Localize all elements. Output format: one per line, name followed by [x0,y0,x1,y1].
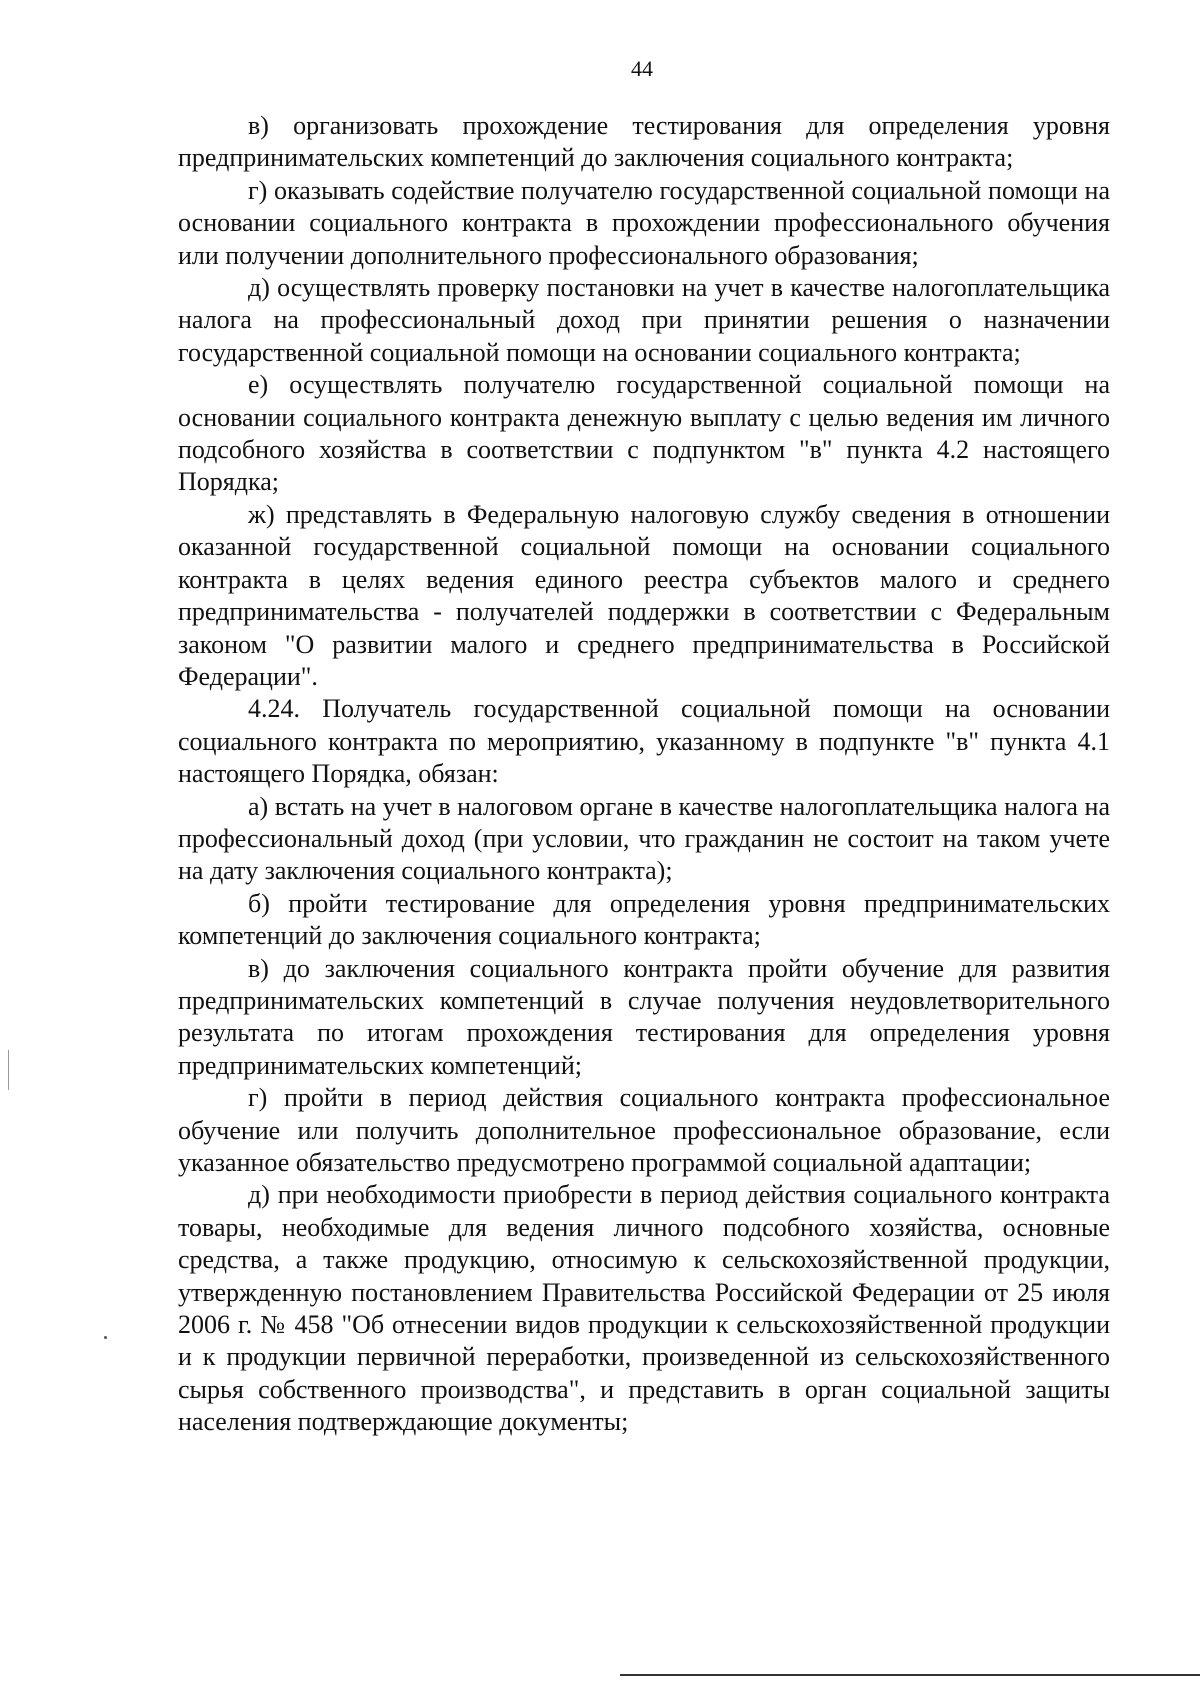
paragraph-pass-testing: б) пройти тестирование для определения уровня предпринимательских компетенций до заключения социального контракта; [178,888,1110,951]
scan-dot [104,1336,107,1339]
document-body [178,110,1110,1439]
paragraph-professional-education: г) пройти в период действия социального контракта профессиональное обучение или получить дополнительное профессиональное образование, если указанное обязательство предусмотрено программой социальной адаптации; [178,1083,1110,1177]
paragraph-assist-education: г) оказывать содействие получателю государственной социальной помощи на основании социального контракта в прохождении профессионального обучения или получении дополнительного профессионального образования; [178,175,1110,270]
paragraph-section-4-24: 4.24. Получатель государственной социальной помощи на основании социального контракта по мероприятию, указанному в подпункте "в" пункта 4.1 настоящего Порядка, обязан: [178,694,1110,789]
bottom-scan-line [620,1674,1200,1676]
paragraph-cash-payment: е) осуществлять получателю государственной социальной помощи на основании социального контракта денежную выплату с целью ведения им личного подсобного хозяйства в соответствии с подпунктом "в" пункта 4.2 настоящего Порядка; [178,370,1110,497]
paragraph-register-taxpayer: а) встать на учет в налоговом органе в качестве налогоплательщика налога на профессиональный доход (при условии, что гражданин не состоит на таком учете на дату заключения социального контракта); [178,791,1110,886]
paragraph-acquire-goods: д) при необходимости приобрести в период действия социального контракта товары, необходимые для ведения личного подсобного хозяйства, основные средства, а также продукцию, относимую к сельскохозяйственной продукции, утвержденную постановлением Правительства Российской Федерации от 25 июля 2006 г. № 458 "Об отнесении видов продукции к сельскохозяйственной продукции и к продукции первичной переработки, произведенной из сельскохозяйственного сырья собственного производства", и представить в орган социальной защиты населения подтверждающие документы; [178,1180,1110,1437]
paragraph-training: в) до заключения социального контракта пройти обучение для развития предпринимательских компетенций в случае получения неудовлетворительного результата по итогам прохождения тестирования для определения уровня предпринимательских компетенций; [178,953,1110,1080]
paragraph-organize-testing: в) организовать прохождение тестирования для определения уровня предпринимательских компетенций до заключения социального контракта; [178,111,1110,173]
scan-edge-mark [8,1050,9,1090]
paragraph-report-to-tax-service: ж) представлять в Федеральную налоговую службу сведения в отношении оказанной государственной социальной помощи на основании социального контракта в целях ведения единого реестра субъектов малого и среднего предпринимательства - получателей поддержки в соответствии с Федеральным законом "О развитии малого и среднего предпринимательства в Российской Федерации". [178,499,1110,691]
paragraph-verify-tax-registration: д) осуществлять проверку постановки на учет в качестве налогоплательщика налога на профессиональный доход при принятии решения о назначении государственной социальной помощи на основании социального контракта; [178,273,1110,367]
page-number: 44 [631,56,653,81]
